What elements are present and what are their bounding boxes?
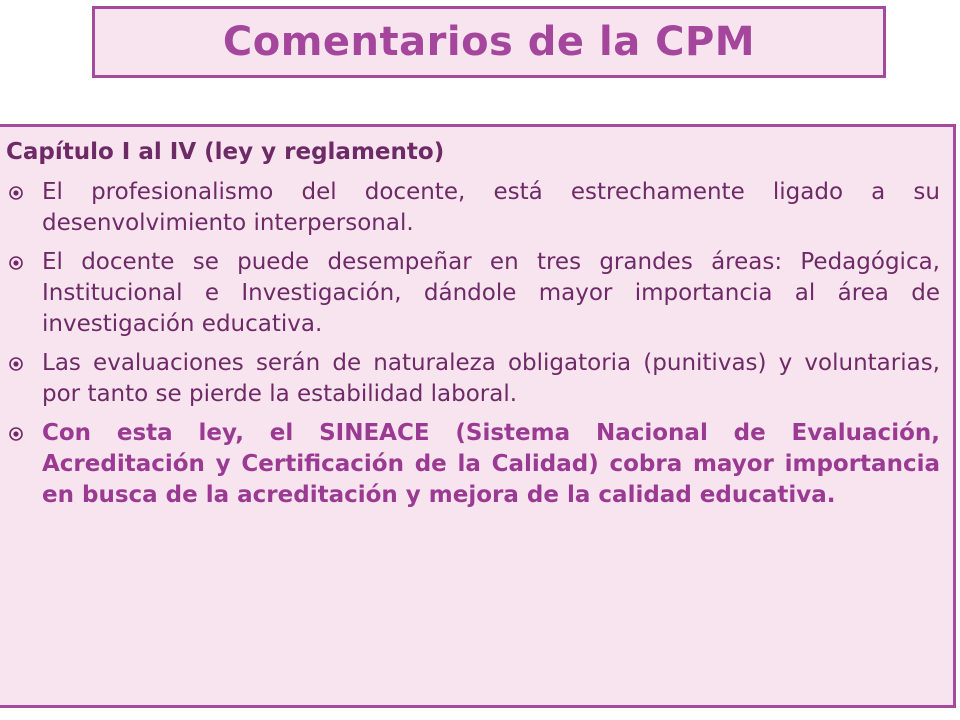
bullet-list [0, 177, 953, 519]
circled-dot-bullet-icon [8, 255, 24, 271]
circled-dot-bullet-icon [8, 185, 24, 201]
circled-dot-bullet-icon [8, 356, 24, 372]
bullet-item [0, 348, 940, 410]
title-box [92, 6, 886, 78]
bullet-text: El docente se puede desempeñar en tres grandes áreas: Pedagógica, Institucional e Investigación, dándole mayor importancia al área de investigación educativa. [42, 249, 940, 337]
bullet-text: El profesionalismo del docente, está estrechamente ligado a su desenvolvimiento interpersonal. [42, 179, 940, 236]
content-box [0, 124, 956, 708]
bullet-item [0, 247, 940, 340]
slide-title: Comentarios de la CPM [222, 19, 756, 65]
bullet-item [0, 177, 940, 239]
section-heading: Capítulo I al IV (ley y reglamento) [6, 139, 445, 165]
bullet-text: Con esta ley, el SINEACE (Sistema Nacional de Evaluación, Acreditación y Certificación de la Calidad) cobra mayor importancia en busca de la acreditación y mejora de la calidad educativa. [42, 420, 940, 508]
bullet-text: Las evaluaciones serán de naturaleza obligatoria (punitivas) y voluntarias, por tanto se pierde la estabilidad laboral. [42, 350, 940, 407]
circled-dot-bullet-icon [8, 426, 24, 442]
bullet-item-emphasis [0, 418, 940, 511]
